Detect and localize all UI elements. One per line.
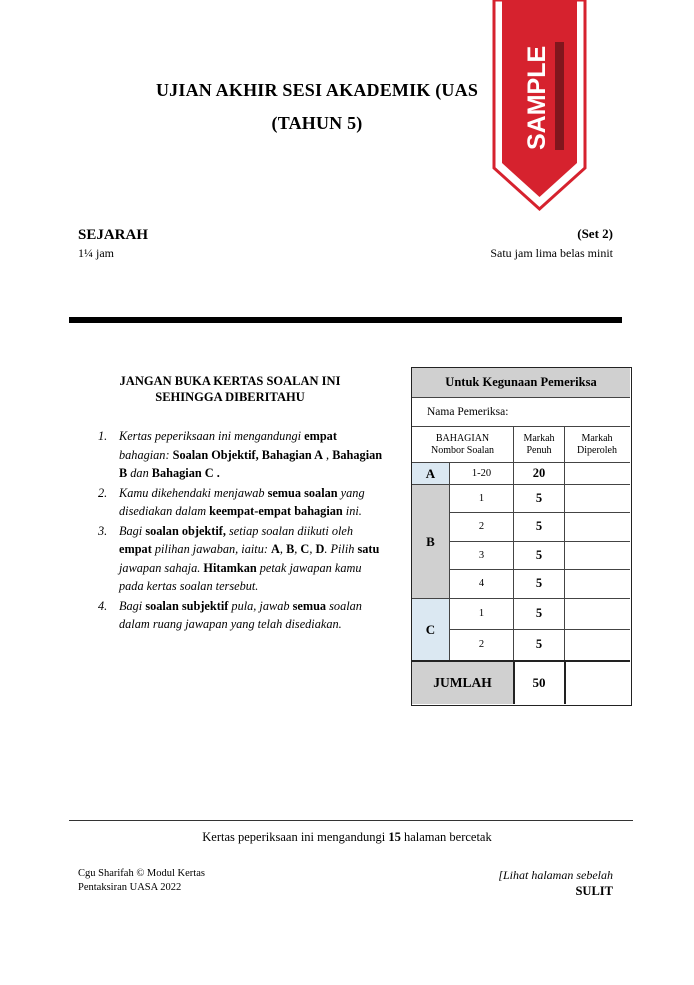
next-page-note: [Lihat halaman sebelah bbox=[498, 868, 613, 882]
instruction-text: jawapan sahaja. bbox=[119, 560, 204, 575]
credit-line-2: Pentaksiran UASA 2022 bbox=[78, 882, 182, 893]
instruction-number: 4. bbox=[98, 598, 108, 613]
header-divider bbox=[69, 317, 622, 323]
examiner-name-label: Nama Pemeriksa: bbox=[427, 406, 509, 418]
instruction-text: Soalan Objektif, Bahagian A bbox=[172, 447, 323, 462]
sample-watermark-badge bbox=[491, 0, 588, 212]
credit bbox=[78, 867, 248, 895]
sulit-label: SULIT bbox=[575, 884, 613, 898]
examiner-table-title: Untuk Kegunaan Pemeriksa bbox=[412, 368, 630, 397]
examiner-table bbox=[411, 367, 632, 706]
instruction-text: empat bbox=[119, 542, 152, 556]
instruction-number: 2. bbox=[98, 485, 108, 500]
section_b-marks-obtained[interactable] bbox=[565, 513, 630, 540]
section_c-marks-obtained[interactable] bbox=[565, 599, 630, 629]
instruction-text: dan bbox=[127, 466, 152, 480]
warning-line-1: JANGAN BUKA KERTAS SOALAN INI bbox=[119, 374, 341, 388]
instruction-item bbox=[95, 427, 387, 483]
section-a-label: A bbox=[412, 463, 449, 484]
exam-year: (TAHUN 5) bbox=[271, 113, 363, 133]
col-header-bahagian bbox=[412, 427, 513, 462]
instruction-text: pula, jawab bbox=[228, 598, 293, 613]
instruction-text: Bahagian B bbox=[119, 447, 383, 480]
section_c-full-marks: 5 bbox=[535, 606, 543, 621]
instruction-text: Bahagian C . bbox=[151, 466, 220, 480]
subject-name: SEJARAH bbox=[78, 227, 149, 243]
page-count-prefix: Kertas peperiksaan ini mengandungi bbox=[202, 830, 389, 844]
section-c-label: C bbox=[412, 599, 449, 660]
section-a-marks: 20 bbox=[532, 466, 546, 480]
page-count-number: 15 bbox=[388, 830, 401, 844]
section_b-full-marks: 5 bbox=[535, 547, 543, 562]
instruction-item bbox=[95, 484, 387, 521]
total-label: JUMLAH bbox=[412, 662, 513, 704]
section_b-full-marks: 5 bbox=[535, 575, 543, 590]
instruction-text: soalan dalam ruang jawapan yang telah disediakan. bbox=[119, 598, 362, 631]
instruction-text: satu bbox=[357, 542, 380, 556]
total-marks: 50 bbox=[532, 675, 546, 690]
instruction-text: bahagian: bbox=[119, 447, 173, 462]
instruction-number: 3. bbox=[98, 523, 108, 538]
instruction-text: keempat-empat bahagian bbox=[209, 504, 343, 518]
col-markah-penuh-line2: Penuh bbox=[526, 444, 552, 456]
section_b-marks-obtained[interactable] bbox=[565, 542, 630, 569]
instruction-text: yang disediakan dalam bbox=[119, 485, 365, 518]
instruction-number: 1. bbox=[98, 429, 108, 443]
footer-divider bbox=[69, 820, 633, 821]
section-b-label: B bbox=[412, 485, 449, 598]
instruction-text: , bbox=[294, 542, 301, 556]
page-count-suffix: halaman bercetak bbox=[400, 830, 492, 844]
section_b-question-number: 4 bbox=[478, 577, 485, 589]
col-markah-diperoleh-line2: Diperoleh bbox=[577, 444, 617, 456]
col-markah-diperoleh-line1: Markah bbox=[581, 432, 613, 444]
section_b-full-marks: 5 bbox=[535, 491, 543, 506]
col-header-markah-penuh bbox=[514, 427, 564, 462]
section_b-question-number: 1 bbox=[478, 493, 485, 505]
duration: 1¼ jam bbox=[78, 246, 114, 260]
exam-title: UJIAN AKHIR SESI AKADEMIK (UAS bbox=[155, 80, 479, 100]
instruction-text: Hitamkan bbox=[203, 560, 257, 575]
instruction-text: , bbox=[309, 542, 316, 556]
total-obtained[interactable] bbox=[565, 662, 630, 704]
instruction-item bbox=[95, 597, 387, 634]
section_b-full-marks: 5 bbox=[535, 519, 543, 534]
col-header-markah-diperoleh bbox=[564, 427, 630, 462]
instruction-text: , bbox=[279, 542, 287, 556]
duration-words: Satu jam lima belas minit bbox=[490, 246, 613, 260]
instruction-text: semua bbox=[292, 598, 327, 613]
section_c-full-marks: 5 bbox=[535, 636, 543, 651]
section_c-question-number: 2 bbox=[478, 638, 485, 650]
instruction-text: , bbox=[322, 447, 333, 462]
instruction-text: soalan objektif, bbox=[145, 523, 226, 538]
instruction-text: Kertas peperiksaan ini mengandungi bbox=[119, 429, 305, 443]
instruction-text: D bbox=[315, 542, 325, 556]
section-a-obtained[interactable] bbox=[565, 463, 630, 484]
set-label: (Set 2) bbox=[577, 226, 613, 241]
col-markah-penuh-line1: Markah bbox=[523, 432, 555, 444]
section-a-questions: 1-20 bbox=[471, 468, 492, 479]
instruction-text: soalan subjektif bbox=[145, 598, 229, 613]
instruction-text: empat bbox=[304, 429, 337, 443]
section_b-question-number: 3 bbox=[478, 549, 485, 561]
section_b-marks-obtained[interactable] bbox=[565, 485, 630, 512]
col-bahagian-label: BAHAGIAN bbox=[435, 432, 490, 444]
instruction-text: C bbox=[300, 542, 310, 556]
section_b-marks-obtained[interactable] bbox=[565, 570, 630, 597]
instruction-text: B bbox=[286, 542, 295, 556]
section_b-question-number: 2 bbox=[478, 521, 485, 533]
col-nombor-soalan-label: Nombor Soalan bbox=[430, 444, 495, 456]
instruction-text: setiap soalan diikuti oleh bbox=[225, 523, 353, 538]
instruction-text: A bbox=[271, 542, 280, 556]
instruction-text: semua soalan bbox=[267, 485, 338, 500]
section_c-marks-obtained[interactable] bbox=[565, 630, 630, 660]
sample-badge-strip bbox=[555, 42, 564, 150]
warning-line-2: SEHINGGA DIBERITAHU bbox=[155, 390, 305, 404]
instruction-text: petak jawapan kamu pada kertas soalan tersebut. bbox=[119, 560, 362, 593]
instruction-item bbox=[95, 522, 387, 596]
warning-notice bbox=[90, 373, 370, 405]
instruction-text: Kamu dikehendaki menjawab bbox=[119, 485, 268, 500]
instructions-list bbox=[95, 427, 387, 635]
credit-line-1: Cgu Sharifah © Modul Kertas bbox=[78, 868, 205, 879]
section_c-question-number: 1 bbox=[478, 608, 485, 620]
instruction-text: . Pilih bbox=[324, 542, 358, 556]
instruction-text: ini. bbox=[342, 504, 362, 518]
instruction-text: pilihan jawaban, iaitu: bbox=[151, 542, 272, 556]
instruction-text: Bagi bbox=[119, 598, 146, 613]
page-count-note bbox=[0, 830, 694, 845]
instruction-text: Bagi bbox=[119, 523, 146, 538]
sample-watermark-text: SAMPLE bbox=[523, 45, 551, 150]
